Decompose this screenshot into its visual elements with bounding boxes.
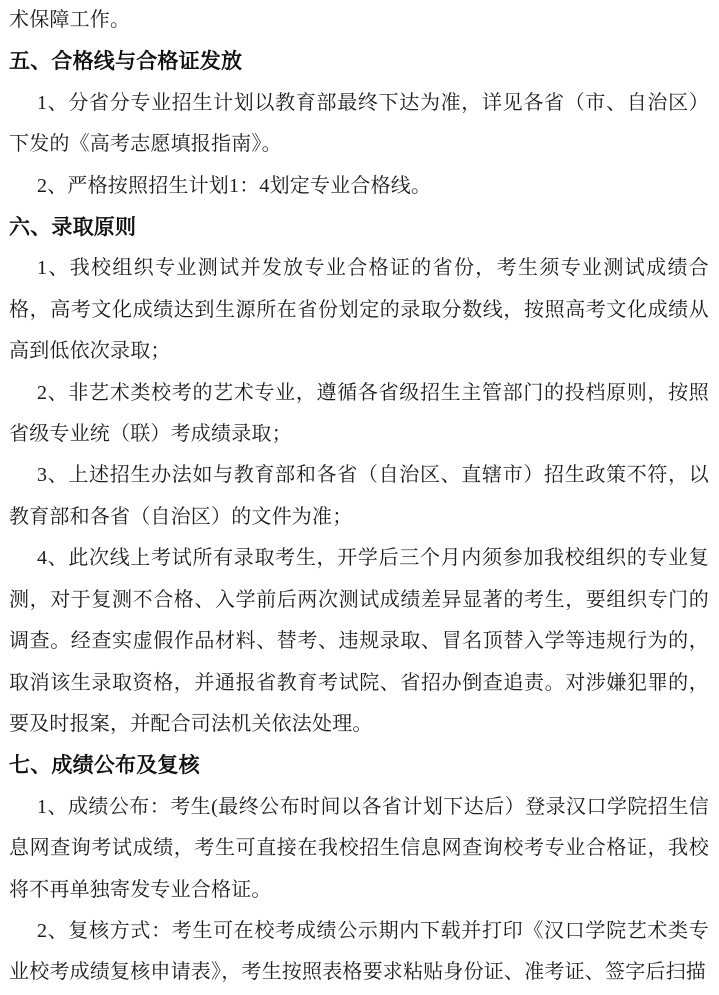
paragraph-admission-rule-3: 3、上述招生办法如与教育部和各省（自治区、直辖市）招生政策不符，以教育部和各省（自治区）的文件为准； [9,464,709,528]
paragraph-plan-by-province: 1、分省分专业招生计划以教育部最终下达为准，详见各省（市、自治区）下发的《高考志愿填报指南》。 [9,91,709,156]
paragraph-score-publication: 1、成绩公布：考生(最终公布时间以各省计划下达后）登录汉口学院招生信息网查询考试成绩，考生可直接在我校招生信息网查询校考专业合格证，我校将不再单独寄发专业合格证。 [9,795,709,901]
section-heading-admission-principles: 六、录取原则 [9,216,137,240]
section-heading-score-publication: 七、成绩公布及复核 [9,754,200,778]
paragraph-admission-rule-1: 1、我校组织专业测试并发放专业合格证的省份，考生须专业测试成绩合格，高考文化成绩达到生源所在省份划定的录取分数线，按照高考文化成绩从高到低依次录取； [9,257,709,363]
paragraph-admission-rule-4: 4、此次线上考试所有录取考生，开学后三个月内须参加我校组织的专业复测，对于复测不合格、入学前后两次测试成绩差异显著的考生，要组织专门的调查。经查实虚假作品材料、替考、违规录取、冒名顶替入学等违规行为的，取消该生录取资格，并通报省教育考试院、省招办倒查追责。对涉嫌犯罪的，要及时报案，并配合司法机关依法处理。 [9,547,709,735]
paragraph-continuation: 术保障工作。 [9,9,131,31]
paragraph-ratio-1-to-4: 2、严格按照招生计划1：4划定专业合格线。 [37,174,432,197]
paragraph-score-review: 2、复核方式：考生可在校考成绩公示期内下载并打印《汉口学院艺术类专业校考成绩复核申请表》，考生按照表格要求粘贴身份证、准考证、签字后扫描 [9,919,709,984]
paragraph-admission-rule-2: 2、非艺术类校考的艺术专业，遵循各省级招生主管部门的投档原则，按照省级专业统（联）考成绩录取； [9,381,709,446]
section-heading-qualification-line: 五、合格线与合格证发放 [9,50,243,74]
